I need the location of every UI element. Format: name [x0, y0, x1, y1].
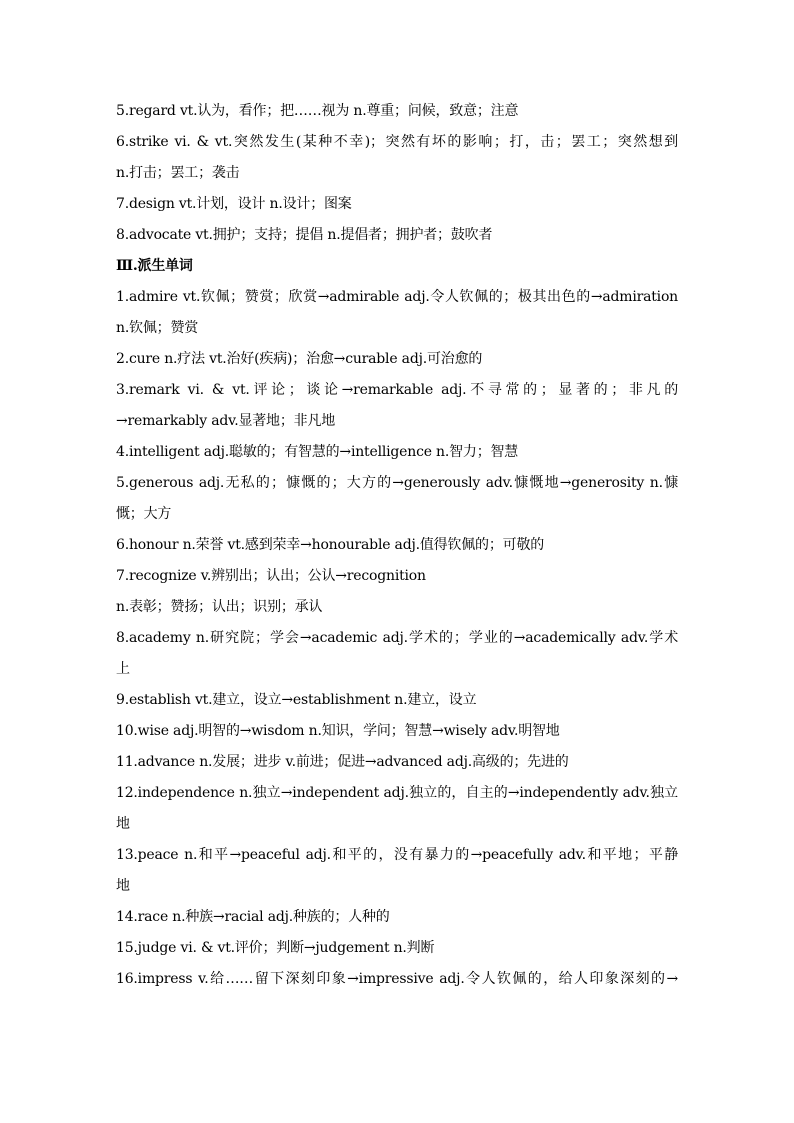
entry-independence: 12.independence n.独立→independent adj.独立的，自主的→independently adv.独立	[116, 785, 678, 801]
entry-admire: 1.admire vt.钦佩；赞赏；欣赏→admirable adj.令人钦佩的；极其出色的→admiration	[116, 289, 678, 305]
entry-wise: 10.wise adj.明智的→wisdom n.知识，学问；智慧→wisely adv.明智地	[116, 723, 560, 739]
entry-intelligent: 4.intelligent adj.聪敏的；有智慧的→intelligence n.智力；智慧	[116, 444, 519, 460]
entry-regard: 5.regard vt.认为，看作；把……视为 n.尊重；问候，致意；注意	[116, 103, 519, 119]
entry-recognize: 7.recognize v.辨别出；认出；公认→recognition	[116, 568, 426, 584]
entry-race: 14.race n.种族→racial adj.种族的；人种的	[116, 909, 390, 925]
entry-advance: 11.advance n.发展；进步 v.前进；促进→advanced adj.高级的；先进的	[116, 754, 569, 770]
entry-impress: 16.impress v.给……留下深刻印象→impressive adj.令人钦佩的，给人印象深刻的→	[116, 971, 678, 987]
entry-advocate: 8.advocate vt.拥护；支持；提倡 n.提倡者；拥护者；鼓吹者	[116, 227, 493, 243]
entry-remark-cont: →remarkably adv.显著地；非凡地	[116, 413, 336, 429]
section-heading: Ⅲ.派生单词	[116, 258, 193, 274]
entry-design: 7.design vt.计划，设计 n.设计；图案	[116, 196, 352, 212]
entry-independence-cont: 地	[116, 816, 130, 832]
entry-honour: 6.honour n.荣誉 vt.感到荣幸→honourable adj.值得钦佩的；可敬的	[116, 537, 545, 553]
entry-admire-cont: n.钦佩；赞赏	[116, 320, 199, 336]
entry-recognize-cont: n.表彰；赞扬；认出；识别；承认	[116, 599, 323, 615]
entry-academy: 8.academy n.研究院；学会→academic adj.学术的；学业的→academically adv.学术	[116, 630, 678, 646]
entry-strike: 6.strike vi. & vt.突然发生(某种不幸)；突然有坏的影响；打，击；罢工；突然想到	[116, 134, 678, 150]
entry-peace: 13.peace n.和平→peaceful adj.和平的，没有暴力的→peacefully adv.和平地；平静	[116, 847, 678, 863]
entry-strike-cont: n.打击；罢工；袭击	[116, 165, 240, 181]
entry-generous: 5.generous adj.无私的；慷慨的；大方的→generously adv.慷慨地→generosity n.慷	[116, 475, 678, 491]
entry-establish: 9.establish vt.建立，设立→establishment n.建立，设立	[116, 692, 477, 708]
entry-judge: 15.judge vi. & vt.评价；判断→judgement n.判断	[116, 940, 435, 956]
entry-peace-cont: 地	[116, 878, 130, 894]
entry-cure: 2.cure n.疗法 vt.治好(疾病)；治愈→curable adj.可治愈的	[116, 351, 483, 367]
entry-remark: 3.remark vi. & vt.评论；谈论→remarkable adj.不寻常的；显著的；非凡的	[116, 382, 678, 398]
entry-generous-cont: 慨；大方	[116, 506, 172, 522]
entry-academy-cont: 上	[116, 661, 130, 677]
document-page	[116, 96, 678, 995]
